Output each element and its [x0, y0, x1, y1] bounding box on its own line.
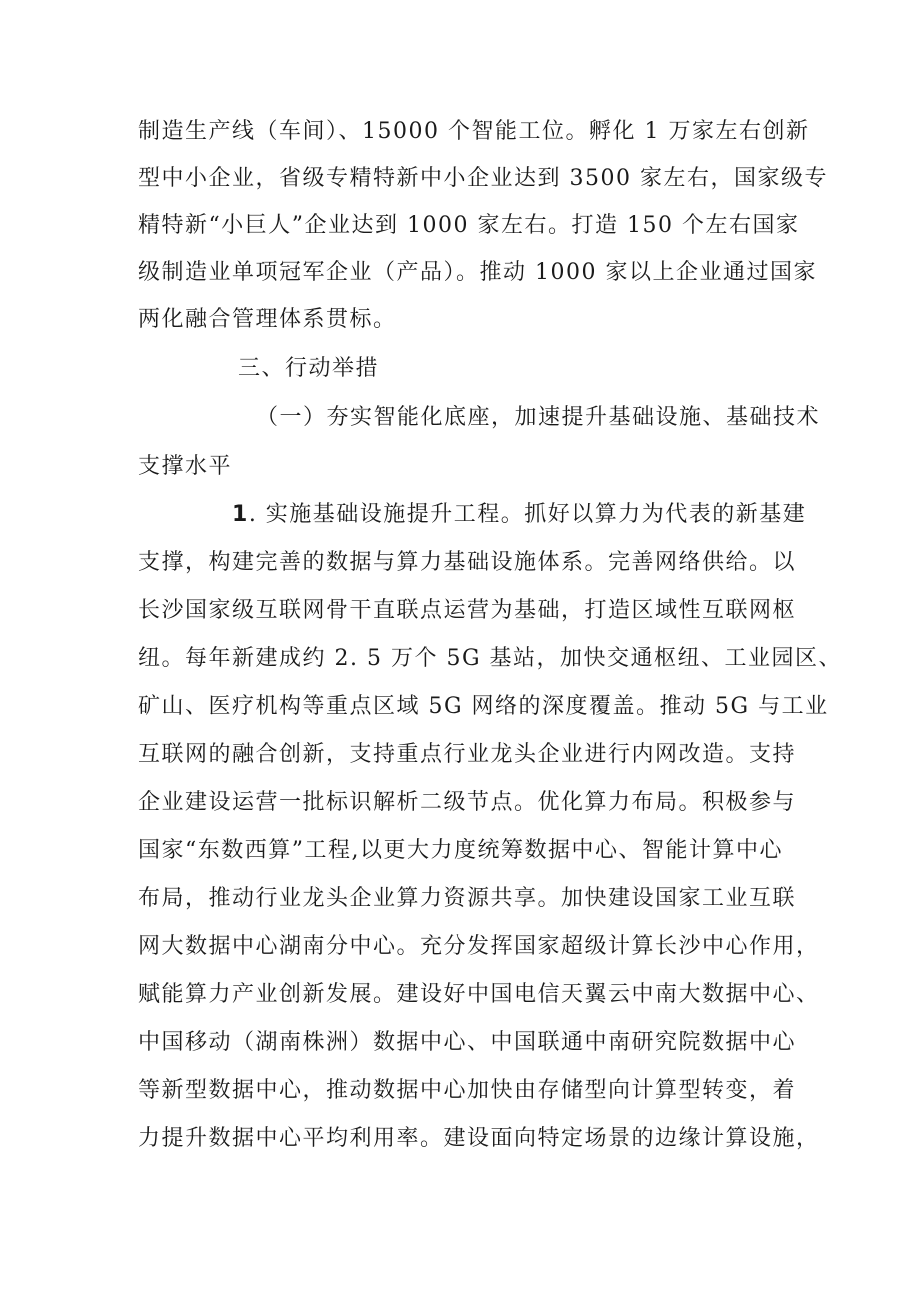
paragraph-line: 纽。每年新建成约 2. 5 万个 5G 基站，加快交通枢纽、工业园区、 [138, 646, 843, 671]
paragraph-line: 布局，推动行业龙头企业算力资源共享。加快建设国家工业互联 [138, 886, 797, 911]
paragraph-line: 网大数据中心湖南分中心。充分发挥国家超级计算长沙中心作用， [138, 934, 820, 959]
item-number: 1 [232, 502, 249, 527]
paragraph-line: 矿山、医疗机构等重点区域 5G 网络的深度覆盖。推动 5G 与工业 [138, 694, 829, 719]
paragraph-line: 支撑，构建完善的数据与算力基础设施体系。完善网络供给。以 [138, 550, 797, 575]
paragraph-line: 赋能算力产业创新发展。建设好中国电信天翼云中南大数据中心、 [138, 982, 820, 1007]
paragraph-line: 长沙国家级互联网骨干直联点运营为基础，打造区域性互联网枢 [138, 598, 797, 623]
paragraph-line: 力提升数据中心平均利用率。建设面向特定场景的边缘计算设施， [138, 1126, 820, 1151]
paragraph-line: 制造生产线（车间）、15000 个智能工位。孵化 1 万家左右创新 [138, 119, 810, 144]
paragraph-line: 等新型数据中心，推动数据中心加快由存储型向计算型转变，着 [138, 1078, 797, 1103]
item-heading-line [232, 498, 892, 532]
subsection-heading: （一）夯实智能化底座，加速提升基础设施、基础技术 [256, 405, 821, 430]
paragraph-line: 中国移动（湖南株洲）数据中心、中国联通中南研究院数据中心 [138, 1030, 797, 1055]
paragraph-line: 国家“东数西算”工程,以更大力度统筹数据中心、智能计算中心 [138, 838, 783, 863]
paragraph-line: 型中小企业，省级专精特新中小企业达到 3500 家左右，国家级专 [138, 166, 828, 191]
paragraph-line: 企业建设运营一批标识解析二级节点。优化算力布局。积极参与 [138, 790, 797, 815]
paragraph-line: 精特新“小巨人”企业达到 1000 家左右。打造 150 个左右国家 [138, 213, 800, 238]
paragraph-line: 两化融合管理体系贯标。 [138, 307, 397, 332]
item-title: . 实施基础设施提升工程。抓好以算力为代表的新基建 [248, 502, 807, 527]
subsection-heading-continued: 支撑水平 [138, 454, 233, 479]
paragraph-line: 互联网的融合创新，支持重点行业龙头企业进行内网改造。支持 [138, 742, 797, 767]
paragraph-line: 级制造业单项冠军企业（产品）。推动 1000 家以上企业通过国家 [138, 260, 817, 285]
section-heading: 三、行动举措 [238, 356, 380, 381]
